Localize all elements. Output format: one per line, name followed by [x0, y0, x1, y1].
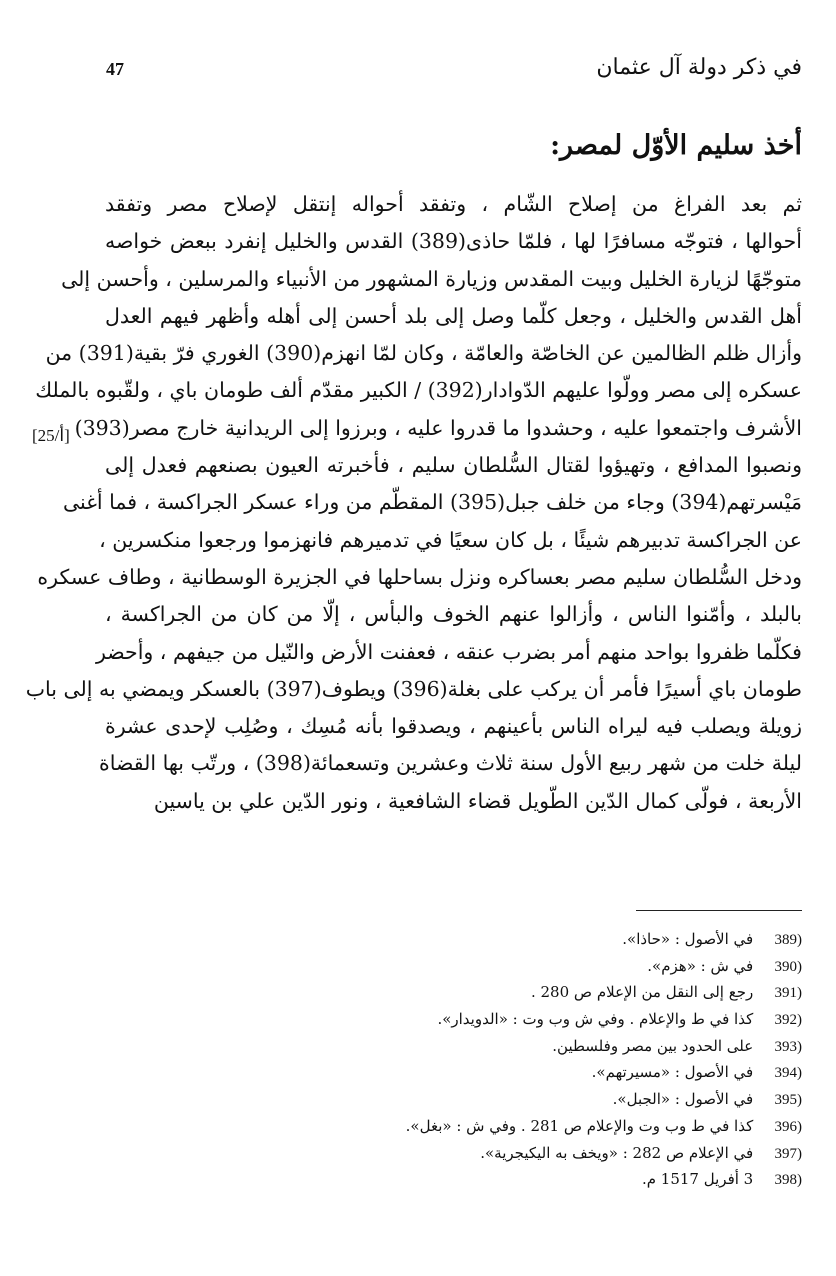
body-line: زويلة ويصلب فيه ليراه الناس بأعينهم ، ويصدقوا بأنه مُسِك ، وصُلِب لإحدى عشرة — [105, 714, 802, 739]
body-line: مَيْسرتهم(394) وجاء من خلف جبل(395) المقطّم من وراء عسكر الجراكسة ، فما أغنى — [62, 490, 802, 515]
running-head — [88, 55, 802, 91]
footnotes — [42, 926, 802, 1193]
footnote — [42, 1113, 802, 1140]
footnote-number: (393 — [774, 1038, 802, 1055]
footnote — [42, 1033, 802, 1060]
footnote-number: (397 — [774, 1145, 802, 1162]
body-line: الأشرف واجتمعوا عليه ، وحشدوا ما قدروا عليه ، وبرزوا إلى الريدانية خارج مصر(393) — [74, 415, 802, 440]
body-line: أحوالها ، فتوجّه مسافرًا لها ، فلمّا حاذى(389) القدس والخليل إنفرد ببعض خواصه — [105, 229, 802, 254]
body-line: ونصبوا المدافع ، وتهيؤوا لقتال السُّلطان سليم ، فأخبرته العيون بصنعهم فعدل إلى — [105, 453, 802, 478]
footnote-text: 3 أفريل 1517 م. — [641, 1170, 754, 1189]
footnote-number: (395 — [774, 1092, 802, 1109]
footnote-text: في الإعلام ص 282 : «ويخف به اليكيجرية». — [480, 1143, 754, 1162]
body-line: أهل القدس والخليل ، وجعل كلّما وصل إلى بلد أحسن إلى أهله وأظهر فيهم العدل — [105, 303, 802, 328]
footnote-number: (390 — [774, 958, 802, 975]
body-line: عن الجراكسة تدبيرهم شيئًا ، بل كان سعيًا في تدميرهم فانهزموا ورجعوا منكسرين ، — [99, 527, 802, 552]
body-line: بالبلد ، وأمّنوا الناس ، وأزالوا عنهم الخوف والبأس ، إلّا من كان من الجراكسة ، — [105, 602, 802, 627]
footnote-number: (391 — [774, 985, 802, 1002]
footnote — [42, 1140, 802, 1167]
body-line: ودخل السُّلطان سليم مصر بعساكره ونزل بساحلها في الجزيرة الوسطانية ، وطاف عسكره — [37, 564, 802, 589]
footnote-text: رجع إلى النقل من الإعلام ص 280 . — [530, 983, 754, 1002]
footnote-number: (396 — [774, 1118, 802, 1135]
footnote-text: في الأصول : «الجبل». — [612, 1090, 754, 1109]
footnote — [42, 1086, 802, 1113]
footnote-text: على الحدود بين مصر وفلسطين. — [552, 1036, 754, 1055]
footnote-text: في الأصول : «حاذا». — [622, 930, 754, 948]
section-heading: أخذ سليم الأوّل لمصر: — [550, 130, 802, 161]
footnote-separator — [636, 910, 802, 911]
footnote-text: في الأصول : «مسيرتهم». — [591, 1063, 754, 1082]
body-line: متوجّهًا لزيارة الخليل وبيت المقدس وزيارة المشهور من الأنبياء والمرسلين ، وأحسن إلى — [61, 266, 802, 291]
footnote-number: (394 — [774, 1065, 802, 1082]
body-line: وأزال ظلم الظالمين عن الخاصّة والعامّة ، وكان لمّا انهزم(390) الغوري فرّ بقية(391) من — [45, 341, 802, 366]
footnote-number: (392 — [774, 1012, 802, 1029]
body-line: الأربعة ، فولّى كمال الدّين الطّويل قضاء الشافعية ، ونور الدّين علي بن ياسين — [153, 788, 802, 813]
body-line: ثم بعد الفراغ من إصلاح الشّام ، وتفقد أحواله إنتقل لإصلاح مصر وتفقد — [105, 192, 802, 216]
footnote — [42, 979, 802, 1006]
footnote — [42, 953, 802, 980]
running-title: في ذكر دولة آل عثمان — [596, 55, 802, 80]
footnote — [42, 1166, 802, 1193]
footnote-text: كذا في ط والإعلام . وفي ش وب وت : «الدويدار». — [437, 1010, 754, 1029]
footnote-number: (398 — [774, 1172, 802, 1189]
footnote-number: (389 — [774, 932, 802, 948]
body-line: ليلة خلت من شهر ربيع الأول سنة ثلاث وعشرين وتسعمائة(398) ، ورتّب بها القضاة — [99, 751, 802, 776]
body-line: عسكره إلى مصر وولّوا عليهم الدّوادار(392) / الكبير مقدّم ألف طومان باي ، ولقّبوه بالملك — [35, 378, 802, 403]
body-line: طومان باي أسيرًا فأمر أن يركب على بغلة(396) ويطوف(397) بالعسكر ويمضي به إلى باب — [25, 676, 802, 701]
footnote — [42, 926, 802, 953]
manuscript-folio-marker: [25/أ] — [32, 426, 70, 445]
footnote-text: كذا في ط وب وت والإعلام ص 281 . وفي ش : «بغل». — [405, 1116, 754, 1135]
footnote-text: في ش : «هزم». — [647, 956, 754, 975]
footnote — [42, 1006, 802, 1033]
footnote — [42, 1059, 802, 1086]
page-number: 47 — [106, 59, 124, 79]
body-line: فكلّما ظفروا بواحد منهم أمر بضرب عنقه ، فعفنت الأرض والنّيل من جيفهم ، وأحضر — [95, 639, 802, 664]
